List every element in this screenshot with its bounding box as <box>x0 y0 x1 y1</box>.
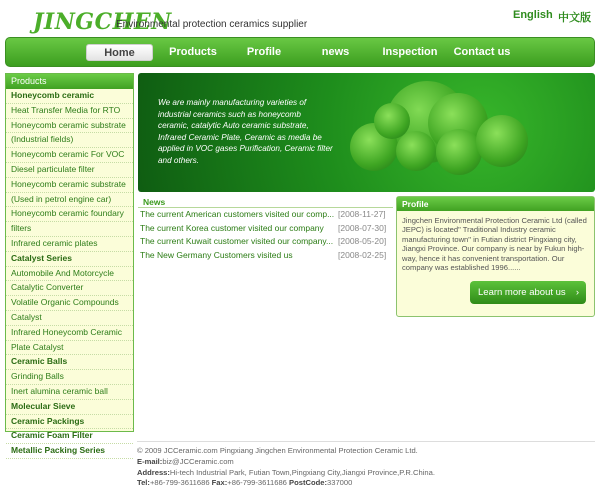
news-item[interactable] <box>138 249 393 263</box>
sidebar-item[interactable]: Honeycomb ceramic foundary <box>6 207 133 222</box>
footer-fax: +86-799-3611686 <box>227 478 287 488</box>
sidebar-item[interactable]: Honeycomb ceramic substrate <box>6 178 133 193</box>
ceramic-ball-image <box>476 115 528 167</box>
site-tagline: Environmental protection ceramics supplier <box>116 19 308 30</box>
sidebar-item[interactable]: Catalytic Converter <box>6 281 133 296</box>
news-item[interactable] <box>138 222 393 236</box>
sidebar-item[interactable]: Catalyst <box>6 311 133 326</box>
sidebar-item[interactable]: (Used in petrol engine car) <box>6 193 133 208</box>
ceramic-ball-image <box>396 131 436 171</box>
news-item-date: [2008-02-25] <box>338 249 387 260</box>
sidebar-item[interactable]: Volatile Organic Compounds <box>6 296 133 311</box>
sidebar-item[interactable]: Honeycomb ceramic substrate <box>6 119 133 134</box>
sidebar-item[interactable]: Infrared ceramic plates <box>6 237 133 252</box>
news-item-title[interactable]: The current Korea customer visited our company <box>140 222 324 233</box>
nav-profile[interactable]: Profile <box>246 46 282 58</box>
profile-box <box>396 196 595 317</box>
hero-banner <box>138 73 595 192</box>
arrow-right-icon: › <box>575 287 579 298</box>
sidebar-item[interactable]: Inert alumina ceramic ball <box>6 385 133 400</box>
main-nav <box>5 37 595 67</box>
news-item-title[interactable]: The New Germany Customers visited us <box>140 249 293 260</box>
footer-divider <box>137 441 595 442</box>
footer-postcode: 337000 <box>327 478 353 488</box>
sidebar-item[interactable]: Catalyst Series <box>6 252 133 267</box>
news-item-title[interactable]: The current American customers visited our comp... <box>140 209 335 219</box>
banner-text: We are mainly manufacturing varieties of industrial ceramics such as honeycomb ceramic, catalytic Auto ceramic substrate, Infrared Ceramic Plate, Ceramic as media be applied in VOC gases Purification, Ceramic filter and others. <box>158 98 333 165</box>
nav-products[interactable]: Products <box>169 46 217 58</box>
nav-home[interactable]: Home <box>86 44 153 61</box>
footer-postcode-label: PostCode: <box>289 478 327 488</box>
news-item[interactable] <box>138 208 393 222</box>
sidebar-item[interactable]: Plate Catalyst <box>6 341 133 356</box>
news-item-date: [2008-05-20] <box>338 236 387 247</box>
sidebar-item[interactable]: Grinding Balls <box>6 370 133 385</box>
sidebar-item[interactable]: Automobile And Motorcycle <box>6 267 133 282</box>
profile-text: Jingchen Environmental Protection Ceramic Ltd (called JEPC) is located" Traditional Industry ceramic manufacturing town" in Futian district Pingxiang city, Jiangxi Province. Our company is near by Fukun high-way, hence it has convenient transportation. Our company was established 1996...... <box>402 216 587 273</box>
products-sidebar <box>5 73 134 456</box>
sidebar-item[interactable]: Diesel particulate filter <box>6 163 133 178</box>
news-item-date: [2008-11-27] <box>338 209 386 219</box>
sidebar-item[interactable]: Infrared Honeycomb Ceramic <box>6 326 133 341</box>
sidebar-list <box>6 89 133 459</box>
footer-fax-label: Fax: <box>211 478 228 488</box>
footer-email-label: E-mail: <box>137 456 163 466</box>
sidebar-item[interactable]: Heat Transfer Media for RTO <box>6 104 133 119</box>
sidebar-item[interactable]: Metallic Packing Series <box>6 444 133 459</box>
sidebar-item[interactable]: Honeycomb ceramic <box>6 89 133 104</box>
sidebar-item[interactable]: filters <box>6 222 133 237</box>
sidebar-title: Products <box>6 74 133 89</box>
footer-tel: +86-799-3611686 <box>149 478 210 488</box>
language-english-link[interactable]: English <box>513 9 553 21</box>
news-section <box>138 196 393 262</box>
site-logo[interactable]: JINGCHEN <box>33 9 172 35</box>
language-chinese-link[interactable]: 中文版 <box>558 12 591 24</box>
footer-tel-label: Tel: <box>137 478 150 488</box>
news-item[interactable] <box>138 235 393 249</box>
sidebar-item[interactable]: Honeycomb ceramic For VOC <box>6 148 133 163</box>
news-item-title[interactable]: The current Kuwait customer visited our company... <box>140 236 334 247</box>
footer-address: Hi-tech Industrial Park, Futian Town,Pingxiang City,Jiangxi Province,P.R.China. <box>169 467 435 477</box>
footer-email[interactable]: biz@JCCeramic.com <box>162 456 234 466</box>
profile-title: Profile <box>397 197 594 211</box>
sidebar-item[interactable]: (Industrial fields) <box>6 133 133 148</box>
news-title: News <box>138 196 393 208</box>
nav-news[interactable]: news <box>321 46 350 58</box>
learn-more-button[interactable] <box>470 281 586 304</box>
learn-more-label: Learn more about us <box>478 287 566 298</box>
sidebar-item[interactable]: Ceramic Balls <box>6 355 133 370</box>
nav-inspection[interactable]: Inspection <box>382 46 438 58</box>
sidebar-item[interactable]: Ceramic Packings <box>6 415 133 430</box>
site-footer <box>137 446 597 489</box>
ceramic-ball-image <box>436 129 482 175</box>
news-item-date: [2008-07-30] <box>338 222 387 233</box>
footer-copyright: © 2009 JCCeramic.com Pingxiang Jingchen Environmental Protection Ceramic Ltd. <box>137 446 418 455</box>
ceramic-ball-image <box>374 103 410 139</box>
footer-address-label: Address: <box>137 467 170 477</box>
nav-contact-us[interactable]: Contact us <box>453 46 511 58</box>
sidebar-item[interactable]: Molecular Sieve <box>6 400 133 415</box>
sidebar-item[interactable]: Ceramic Foam Filter <box>6 429 133 444</box>
